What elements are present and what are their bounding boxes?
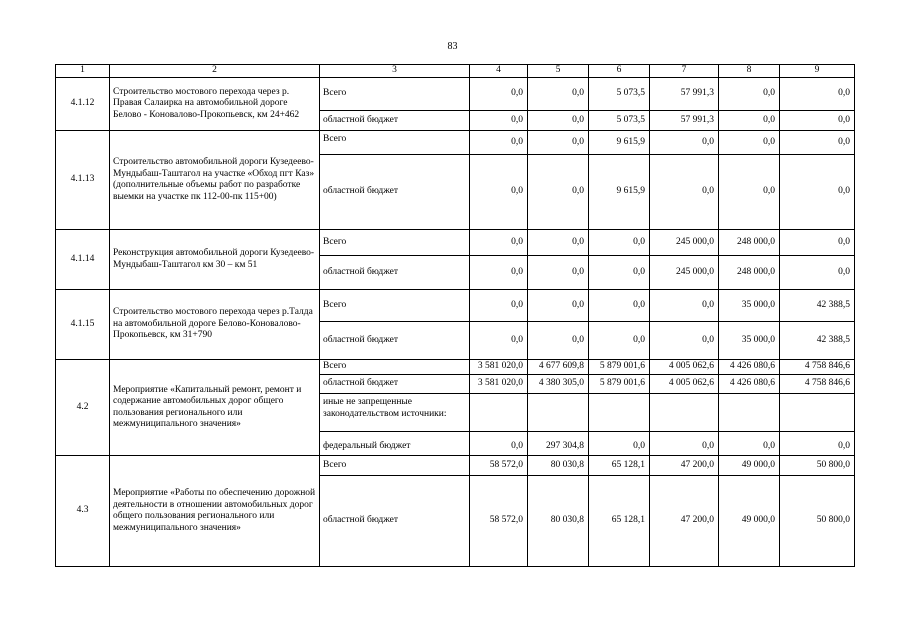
amount-cell: 0,0 [528,111,589,131]
amount-cell: 0,0 [589,290,650,322]
amount-cell: 0,0 [470,256,528,290]
amount-cell: 0,0 [470,230,528,256]
amount-cell: 0,0 [650,131,719,155]
amount-cell: 58 572,0 [470,456,528,476]
funding-source: федеральный бюджет [320,432,470,456]
item-code: 4.1.12 [56,78,110,131]
amount-cell: 0,0 [589,432,650,456]
amount-cell: 35 000,0 [719,322,780,360]
amount-cell: 4 005 062,6 [650,360,719,375]
amount-cell: 248 000,0 [719,230,780,256]
amount-cell: 5 879 001,6 [589,375,650,394]
amount-cell: 0,0 [780,155,855,230]
item-name: Реконструкция автомобильной дороги Кузедеево-Мундыбаш-Таштагол км 30 – км 51 [110,230,320,290]
amount-cell: 80 030,8 [528,456,589,476]
amount-cell: 5 073,5 [589,111,650,131]
item-name: Мероприятие «Капитальный ремонт, ремонт и содержание автомобильных дорог общего пользования регионального или межмуниципального значения» [110,360,320,456]
amount-cell: 0,0 [780,432,855,456]
amount-cell: 58 572,0 [470,476,528,567]
item-code: 4.1.13 [56,131,110,230]
amount-cell: 0,0 [589,230,650,256]
amount-cell: 245 000,0 [650,230,719,256]
amount-cell: 4 426 080,6 [719,375,780,394]
amount-cell: 0,0 [470,78,528,111]
amount-cell [470,394,528,432]
amount-cell: 0,0 [719,155,780,230]
amount-cell: 3 581 020,0 [470,375,528,394]
amount-cell: 0,0 [470,290,528,322]
amount-cell: 0,0 [780,78,855,111]
amount-cell: 0,0 [528,256,589,290]
item-code: 4.1.14 [56,230,110,290]
amount-cell: 4 005 062,6 [650,375,719,394]
page-number: 83 [447,41,458,52]
funding-source: областной бюджет [320,322,470,360]
amount-cell: 0,0 [470,432,528,456]
amount-cell: 65 128,1 [589,456,650,476]
amount-cell: 0,0 [719,131,780,155]
table-row [56,290,855,322]
amount-cell: 80 030,8 [528,476,589,567]
amount-cell [589,394,650,432]
header-cell: 6 [589,65,650,78]
table-row [56,131,855,155]
amount-cell: 0,0 [528,230,589,256]
amount-cell: 0,0 [719,111,780,131]
funding-source: Всего [320,290,470,322]
amount-cell: 5 879 001,6 [589,360,650,375]
funding-source: Всего [320,131,470,155]
amount-cell: 49 000,0 [719,476,780,567]
amount-cell: 5 073,5 [589,78,650,111]
amount-cell: 49 000,0 [719,456,780,476]
amount-cell: 4 758 846,6 [780,375,855,394]
funding-source: Всего [320,360,470,375]
amount-cell: 0,0 [470,322,528,360]
amount-cell: 4 758 846,6 [780,360,855,375]
amount-cell: 9 615,9 [589,131,650,155]
amount-cell: 0,0 [650,432,719,456]
amount-cell: 4 380 305,0 [528,375,589,394]
amount-cell: 297 304,8 [528,432,589,456]
amount-cell: 0,0 [589,256,650,290]
amount-cell: 42 388,5 [780,290,855,322]
table-row [56,230,855,256]
budget-table [55,64,855,567]
amount-cell: 9 615,9 [589,155,650,230]
item-name: Мероприятие «Работы по обеспечению дорожной деятельности в отношении автомобильных дорог общего пользования регионального или межмуниципального значения» [110,456,320,567]
amount-cell: 0,0 [528,290,589,322]
item-code: 4.3 [56,456,110,567]
amount-cell: 57 991,3 [650,111,719,131]
amount-cell: 42 388,5 [780,322,855,360]
funding-source: областной бюджет [320,375,470,394]
item-name: Строительство автомобильной дороги Кузедеево-Мундыбаш-Таштагол на участке «Обход пгт Каз» (дополнительные объемы работ по разработке выемки на участке пк 112-00-пк 115+00) [110,131,320,230]
amount-cell [528,394,589,432]
amount-cell: 245 000,0 [650,256,719,290]
amount-cell: 4 677 609,8 [528,360,589,375]
funding-source: Всего [320,230,470,256]
funding-source: областной бюджет [320,476,470,567]
item-name: Строительство мостового перехода через р. Правая Салаирка на автомобильной дороге Белово - Коновалово-Прокопьевск, км 24+462 [110,78,320,131]
amount-cell: 0,0 [650,290,719,322]
header-cell: 4 [470,65,528,78]
header-row [56,65,855,78]
amount-cell: 0,0 [780,131,855,155]
header-cell: 5 [528,65,589,78]
amount-cell: 47 200,0 [650,456,719,476]
amount-cell: 65 128,1 [589,476,650,567]
amount-cell: 0,0 [528,131,589,155]
item-code: 4.2 [56,360,110,456]
amount-cell: 0,0 [650,322,719,360]
amount-cell: 50 800,0 [780,456,855,476]
amount-cell: 4 426 080,6 [719,360,780,375]
funding-source: областной бюджет [320,256,470,290]
amount-cell: 0,0 [528,78,589,111]
funding-source: областной бюджет [320,155,470,230]
table-row [56,78,855,111]
amount-cell: 0,0 [719,78,780,111]
amount-cell: 0,0 [780,230,855,256]
header-cell: 7 [650,65,719,78]
header-cell: 9 [780,65,855,78]
amount-cell [719,394,780,432]
amount-cell: 47 200,0 [650,476,719,567]
amount-cell: 0,0 [470,131,528,155]
amount-cell: 0,0 [470,111,528,131]
amount-cell: 248 000,0 [719,256,780,290]
funding-source: иные не запрещенные законодательством источники: [320,394,470,432]
header-cell: 2 [110,65,320,78]
amount-cell: 57 991,3 [650,78,719,111]
amount-cell: 0,0 [470,155,528,230]
amount-cell: 0,0 [528,322,589,360]
amount-cell: 35 000,0 [719,290,780,322]
item-code: 4.1.15 [56,290,110,360]
amount-cell: 0,0 [528,155,589,230]
amount-cell: 50 800,0 [780,476,855,567]
amount-cell [650,394,719,432]
header-cell: 3 [320,65,470,78]
amount-cell: 0,0 [589,322,650,360]
amount-cell: 0,0 [719,432,780,456]
item-name: Строительство мостового перехода через р.Талда на автомобильной дороге Белово-Коновалово-Прокопьевск, км 31+790 [110,290,320,360]
amount-cell: 0,0 [780,256,855,290]
amount-cell: 0,0 [650,155,719,230]
header-cell: 8 [719,65,780,78]
amount-cell: 3 581 020,0 [470,360,528,375]
amount-cell [780,394,855,432]
funding-source: Всего [320,78,470,111]
amount-cell: 0,0 [780,111,855,131]
table-row [56,360,855,375]
table-row [56,456,855,476]
funding-source: областной бюджет [320,111,470,131]
header-cell: 1 [56,65,110,78]
funding-source: Всего [320,456,470,476]
